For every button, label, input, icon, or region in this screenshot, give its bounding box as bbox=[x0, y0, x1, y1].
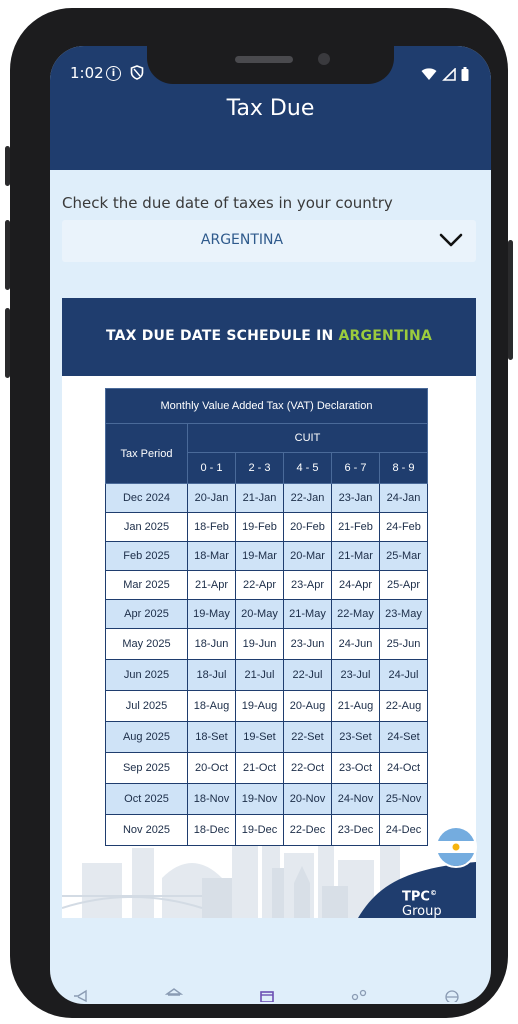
tax-period-cell: Mar 2025 bbox=[106, 571, 188, 600]
tax-period-cell: Dec 2024 bbox=[106, 484, 188, 513]
due-date-cell: 24-Jun bbox=[332, 629, 380, 660]
schedule-title-prefix: TAX DUE DATE SCHEDULE IN bbox=[105, 328, 334, 344]
table-row bbox=[106, 660, 428, 691]
table-row bbox=[106, 722, 428, 753]
nav-icon-calendar[interactable] bbox=[258, 988, 276, 1002]
cuit-column-header: 8 - 9 bbox=[380, 453, 428, 484]
table-row bbox=[106, 513, 428, 542]
due-date-cell: 21-Jul bbox=[236, 660, 284, 691]
due-date-cell: 18-Dec bbox=[188, 815, 236, 846]
due-date-cell: 20-Feb bbox=[284, 513, 332, 542]
tax-period-cell: Oct 2025 bbox=[106, 784, 188, 815]
tax-period-cell: Nov 2025 bbox=[106, 815, 188, 846]
due-date-cell: 24-Feb bbox=[380, 513, 428, 542]
due-date-cell: 18-Feb bbox=[188, 513, 236, 542]
period-header: Tax Period bbox=[106, 424, 188, 484]
due-date-cell: 22-Aug bbox=[380, 691, 428, 722]
battery-icon bbox=[461, 67, 469, 81]
app-screen bbox=[50, 46, 491, 1004]
table-row bbox=[106, 571, 428, 600]
signal-icon bbox=[442, 68, 456, 81]
due-date-cell: 20-May bbox=[236, 600, 284, 629]
phone-button bbox=[5, 308, 10, 378]
nav-icon-globe[interactable] bbox=[443, 988, 461, 1002]
due-date-cell: 19-Feb bbox=[236, 513, 284, 542]
due-date-cell: 24-Apr bbox=[332, 571, 380, 600]
due-date-cell: 19-May bbox=[188, 600, 236, 629]
due-date-cell: 18-Set bbox=[188, 722, 236, 753]
due-date-cell: 22-Set bbox=[284, 722, 332, 753]
tax-period-cell: Jun 2025 bbox=[106, 660, 188, 691]
due-date-cell: 24-Dec bbox=[380, 815, 428, 846]
country-select-value: ARGENTINA bbox=[200, 232, 284, 248]
due-date-cell: 23-Apr bbox=[284, 571, 332, 600]
due-date-cell: 20-Mar bbox=[284, 542, 332, 571]
due-date-cell: 22-Jan bbox=[284, 484, 332, 513]
country-prompt: Check the due date of taxes in your country bbox=[62, 194, 393, 212]
schedule-title bbox=[62, 328, 476, 344]
due-date-cell: 21-Mar bbox=[332, 542, 380, 571]
due-date-cell: 21-Oct bbox=[236, 753, 284, 784]
due-date-cell: 18-Jul bbox=[188, 660, 236, 691]
table-row bbox=[106, 784, 428, 815]
tax-period-cell: Sep 2025 bbox=[106, 753, 188, 784]
info-icon: i bbox=[106, 66, 121, 81]
cuit-column-header: 4 - 5 bbox=[284, 453, 332, 484]
bottom-nav bbox=[50, 984, 491, 1004]
country-select[interactable] bbox=[62, 220, 476, 262]
tax-period-cell: Apr 2025 bbox=[106, 600, 188, 629]
phone-button bbox=[508, 240, 513, 360]
front-camera bbox=[318, 53, 330, 65]
due-date-cell: 19-Jun bbox=[236, 629, 284, 660]
argentina-flag-icon bbox=[435, 826, 477, 868]
table-row bbox=[106, 691, 428, 722]
due-date-cell: 20-Jan bbox=[188, 484, 236, 513]
due-date-cell: 22-Dec bbox=[284, 815, 332, 846]
shield-icon bbox=[130, 65, 144, 80]
logo-sup: © bbox=[429, 889, 437, 897]
due-date-cell: 23-Jul bbox=[332, 660, 380, 691]
camera-notch bbox=[147, 46, 394, 84]
due-date-cell: 22-Jul bbox=[284, 660, 332, 691]
table-row bbox=[106, 753, 428, 784]
phone-button bbox=[5, 146, 10, 186]
speaker bbox=[235, 56, 293, 63]
due-date-cell: 22-Apr bbox=[236, 571, 284, 600]
nav-icon-network[interactable] bbox=[350, 988, 368, 1002]
due-date-cell: 19-Aug bbox=[236, 691, 284, 722]
tax-period-cell: Aug 2025 bbox=[106, 722, 188, 753]
due-date-cell: 21-Feb bbox=[332, 513, 380, 542]
cuit-header: CUIT bbox=[188, 424, 428, 453]
nav-icon-bank[interactable] bbox=[165, 988, 183, 1002]
due-date-cell: 24-Oct bbox=[380, 753, 428, 784]
cuit-column-header: 0 - 1 bbox=[188, 453, 236, 484]
due-date-cell: 23-Oct bbox=[332, 753, 380, 784]
due-date-cell: 18-Nov bbox=[188, 784, 236, 815]
logo-main: TPC bbox=[402, 889, 430, 905]
due-date-cell: 25-Apr bbox=[380, 571, 428, 600]
due-date-cell: 23-Set bbox=[332, 722, 380, 753]
schedule-card-header bbox=[62, 298, 476, 376]
due-date-cell: 25-Jun bbox=[380, 629, 428, 660]
due-date-cell: 20-Nov bbox=[284, 784, 332, 815]
table-row bbox=[106, 542, 428, 571]
phone-frame bbox=[10, 8, 508, 1018]
due-date-cell: 24-Set bbox=[380, 722, 428, 753]
due-date-cell: 24-Nov bbox=[332, 784, 380, 815]
tax-period-cell: Feb 2025 bbox=[106, 542, 188, 571]
due-date-cell: 19-Nov bbox=[236, 784, 284, 815]
due-date-cell: 21-May bbox=[284, 600, 332, 629]
due-date-cell: 25-Nov bbox=[380, 784, 428, 815]
cuit-column-header: 2 - 3 bbox=[236, 453, 284, 484]
due-date-cell: 22-Oct bbox=[284, 753, 332, 784]
due-date-cell: 20-Aug bbox=[284, 691, 332, 722]
tax-period-cell: May 2025 bbox=[106, 629, 188, 660]
due-date-cell: 23-Jun bbox=[284, 629, 332, 660]
due-date-cell: 21-Jan bbox=[236, 484, 284, 513]
due-date-cell: 24-Jul bbox=[380, 660, 428, 691]
vat-schedule-table bbox=[105, 388, 428, 846]
due-date-cell: 23-Dec bbox=[332, 815, 380, 846]
schedule-card bbox=[62, 298, 476, 918]
table-row bbox=[106, 484, 428, 513]
due-date-cell: 25-Mar bbox=[380, 542, 428, 571]
tpc-logo-text bbox=[402, 889, 476, 919]
page-title: Tax Due bbox=[226, 96, 315, 121]
table-row bbox=[106, 629, 428, 660]
due-date-cell: 19-Mar bbox=[236, 542, 284, 571]
table-row bbox=[106, 600, 428, 629]
due-date-cell: 19-Set bbox=[236, 722, 284, 753]
nav-icon-megaphone[interactable] bbox=[72, 988, 90, 1002]
due-date-cell: 21-Aug bbox=[332, 691, 380, 722]
logo-suffix: Group bbox=[402, 904, 442, 920]
due-date-cell: 18-Aug bbox=[188, 691, 236, 722]
due-date-cell: 18-Mar bbox=[188, 542, 236, 571]
phone-button bbox=[5, 220, 10, 290]
tax-period-cell: Jul 2025 bbox=[106, 691, 188, 722]
due-date-cell: 20-Oct bbox=[188, 753, 236, 784]
due-date-cell: 18-Jun bbox=[188, 629, 236, 660]
due-date-cell: 23-May bbox=[380, 600, 428, 629]
chevron-down-icon[interactable] bbox=[438, 232, 464, 248]
table-caption: Monthly Value Added Tax (VAT) Declaration bbox=[106, 389, 428, 424]
cuit-column-header: 6 - 7 bbox=[332, 453, 380, 484]
wifi-icon bbox=[421, 68, 437, 81]
due-date-cell: 23-Jan bbox=[332, 484, 380, 513]
tax-period-cell: Jan 2025 bbox=[106, 513, 188, 542]
due-date-cell: 19-Dec bbox=[236, 815, 284, 846]
due-date-cell: 21-Apr bbox=[188, 571, 236, 600]
due-date-cell: 24-Jan bbox=[380, 484, 428, 513]
status-time: 1:02 bbox=[70, 64, 104, 82]
due-date-cell: 22-May bbox=[332, 600, 380, 629]
schedule-title-country: ARGENTINA bbox=[338, 328, 433, 344]
app-header bbox=[50, 46, 491, 170]
status-indicators bbox=[421, 66, 469, 85]
